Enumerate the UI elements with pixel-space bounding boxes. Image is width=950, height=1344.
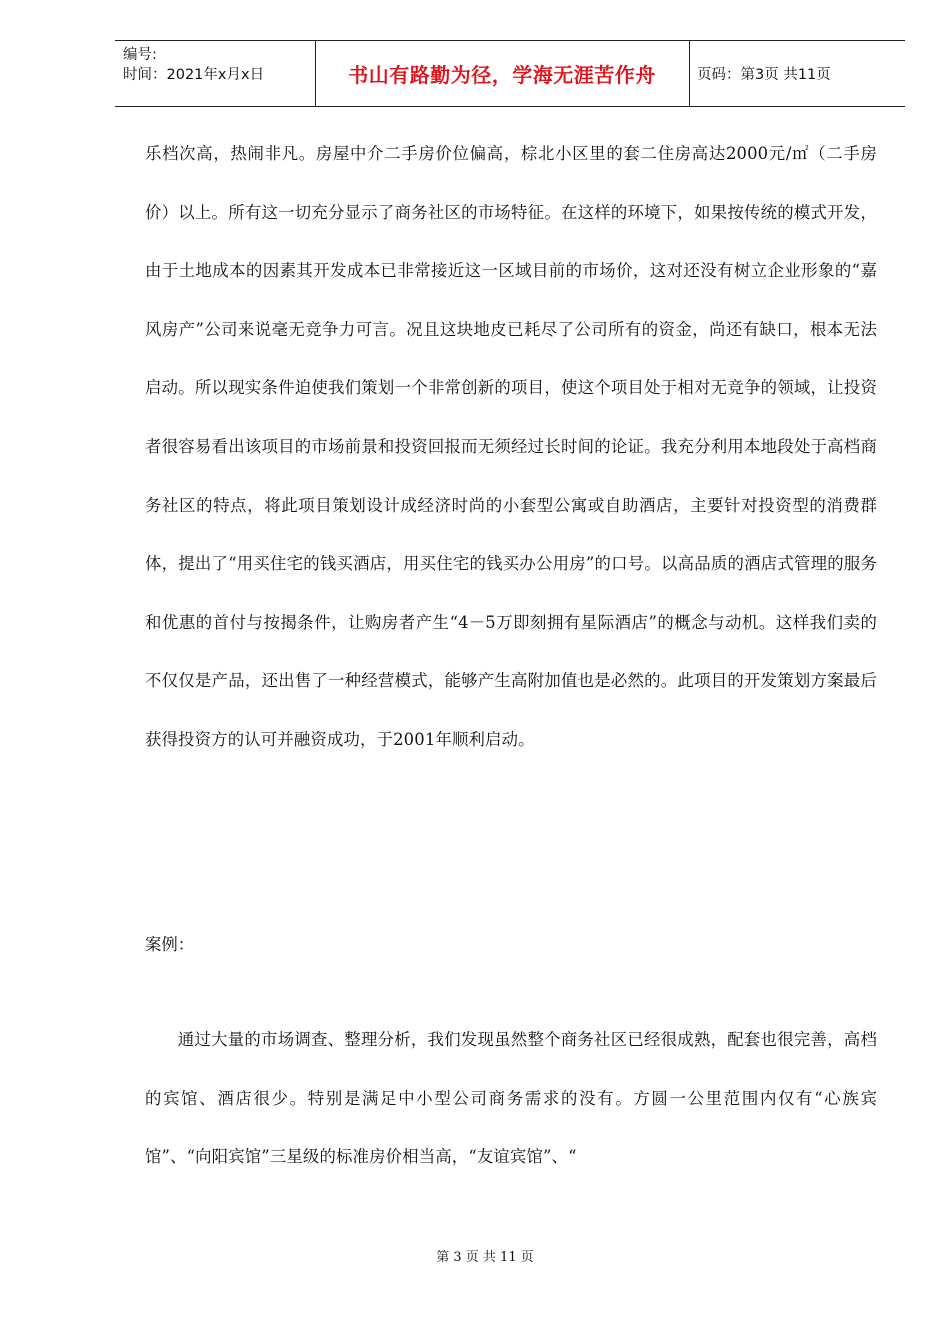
document-code-label: 编号: xyxy=(123,47,157,63)
section-heading: 案例： xyxy=(145,935,195,954)
header-page-number: 页码：第3页 共11页 xyxy=(697,67,831,83)
paragraph: 乐档次高，热闹非凡。房屋中介二手房价位偏高，棕北小区里的套二住房高达2000元/㎡（二手房价）以上。所有这一切充分显示了商务社区的市场特征。在这样的环境下，如果按传统的模式开发，由于土地成本的因素其开发成本已非常接近这一区域目前的市场价，这对还没有树立企业形象的“嘉风房产”公司来说毫无竞争力可言。况且这块地皮已耗尽了公司所有的资金，尚还有缺口，根本无法启动。所以现实条件迫使我们策划一个非常创新的项目，使这个项目处于相对无竞争的领域，让投资者很容易看出该项目的市场前景和投资回报而无须经过长时间的论证。我充分利用本地段处于高档商务社区的特点，将此项目策划设计成经济时尚的小套型公寓或自助酒店，主要针对投资型的消费群体，提出了“用买住宅的钱买酒店，用买住宅的钱买办公用房”的口号。以高品质的酒店式管理的服务和优惠的首付与按揭条件，让购房者产生“4－5万即刻拥有星际酒店”的概念与动机。这样我们卖的不仅仅是产品，还出售了一种经营模式，能够产生高附加值也是必然的。此项目的开发策划方案最后获得投资方的认可并融资成功，于2001年顺利启动。 xyxy=(145,144,877,749)
header-divider xyxy=(689,40,690,107)
document-date-label: 时间：2021年x月x日 xyxy=(123,67,265,83)
body-text xyxy=(145,1011,877,1187)
page-footer: 第 3 页 共 11 页 xyxy=(436,1250,534,1265)
paragraph: 通过大量的市场调查、整理分析，我们发现虽然整个商务社区已经很成熟，配套也很完善，高档的宾馆、酒店很少。特别是满足中小型公司商务需求的没有。方圆一公里范围内仅有“心族宾馆”、“向阳宾馆”三星级的标准房价相当高，“友谊宾馆”、“ xyxy=(145,1030,877,1167)
body-text xyxy=(145,125,877,770)
header-slogan: 书山有路勤为径，学海无涯苦作舟 xyxy=(348,63,656,87)
page-header xyxy=(115,40,905,107)
